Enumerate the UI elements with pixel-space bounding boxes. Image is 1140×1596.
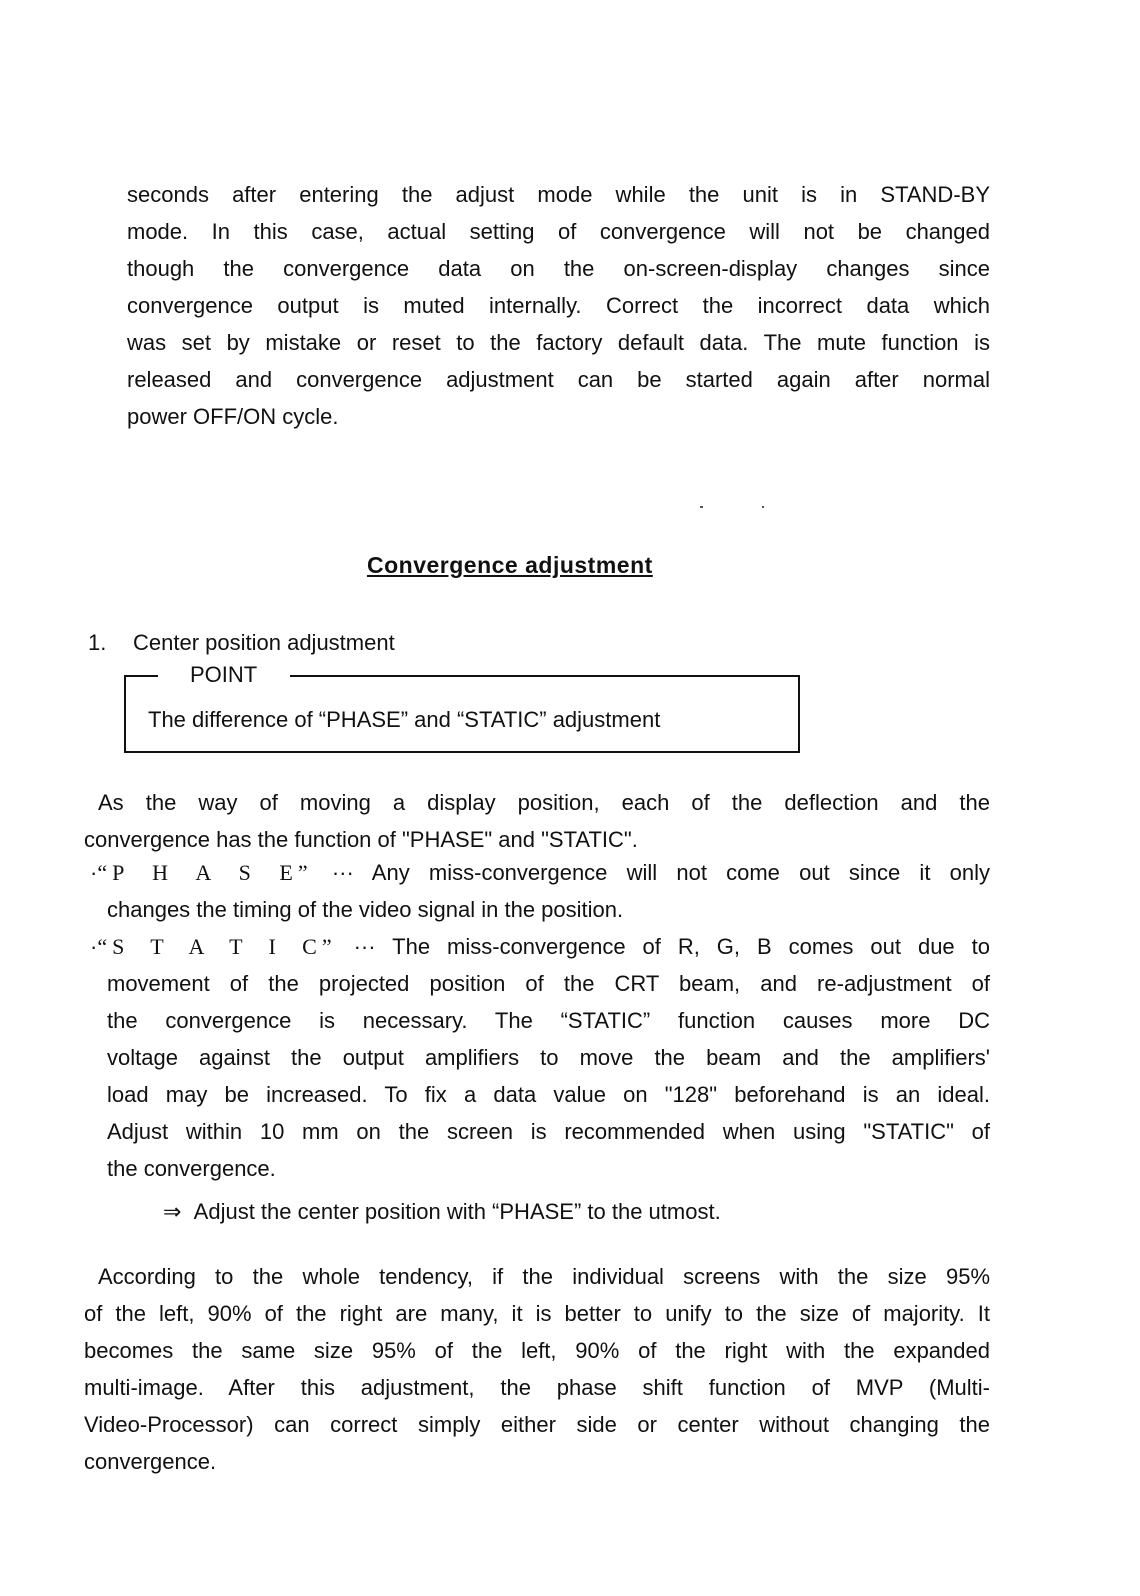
text-line: mode. In this case, actual setting of convergence will not be changed — [127, 219, 990, 244]
point-label: POINT — [190, 662, 258, 687]
bullet-term: “S T A T I C” — [97, 934, 337, 959]
text-line: Adjust within 10 mm on the screen is recommended when using "STATIC" of — [107, 1119, 990, 1144]
text-line: convergence output is muted internally. Correct the incorrect data which — [127, 293, 990, 318]
text-line: The miss-convergence of R, G, B comes out due to — [392, 934, 990, 959]
item-number: 1. — [88, 630, 107, 655]
bullet-first-line — [90, 854, 990, 891]
intro-paragraph — [127, 176, 990, 435]
bullet-term: “P H A S E” — [97, 860, 313, 885]
ellipsis: ··· — [331, 860, 354, 885]
text-line: convergence. — [84, 1449, 217, 1474]
text-line: According to the whole tendency, if the individual screens with the size 95% — [98, 1264, 990, 1289]
text-line: voltage against the output amplifiers to move the beam and the amplifiers' — [107, 1045, 990, 1070]
tendency-paragraph — [84, 1258, 990, 1480]
bullet-marker: · — [90, 934, 98, 959]
point-box — [124, 662, 800, 753]
arrow-note — [163, 1193, 721, 1230]
text-line: released and convergence adjustment can be started again after normal — [127, 367, 990, 392]
point-text: The difference of “PHASE” and “STATIC” adjustment — [148, 707, 661, 732]
item-title: Center position adjustment — [133, 630, 395, 655]
text-line: As the way of moving a display position, each of the deflection and the — [98, 790, 990, 815]
numbered-item — [88, 630, 395, 656]
text-line: the convergence. — [107, 1156, 276, 1181]
text-line: though the convergence data on the on-screen-display changes since — [127, 256, 990, 281]
scan-speck — [700, 506, 703, 508]
text-line: becomes the same size 95% of the left, 90% of the right with the expanded — [84, 1338, 990, 1363]
arrow-text: Adjust the center position with “PHASE” to the utmost. — [193, 1199, 721, 1224]
explanation-paragraph — [84, 784, 990, 858]
bullet-phase — [90, 854, 990, 928]
bullet-first-line — [90, 928, 990, 965]
bullet-static — [90, 928, 990, 1187]
ellipsis: ··· — [353, 934, 376, 959]
text-line: convergence has the function of "PHASE" and "STATIC". — [84, 827, 638, 852]
box-border — [290, 675, 800, 677]
text-line: power OFF/ON cycle. — [127, 404, 339, 429]
text-line: seconds after entering the adjust mode while the unit is in STAND-BY — [127, 182, 990, 207]
box-border — [124, 675, 158, 677]
text-line: movement of the projected position of the CRT beam, and re-adjustment of — [107, 971, 990, 996]
bullet-marker: · — [90, 860, 98, 885]
scan-speck — [762, 506, 764, 508]
text-line: the convergence is necessary. The “STATIC” function causes more DC — [107, 1008, 990, 1033]
text-line: was set by mistake or reset to the factory default data. The mute function is — [127, 330, 990, 355]
text-line: of the left, 90% of the right are many, it is better to unify to the size of majority. It — [84, 1301, 990, 1326]
text-line: multi-image. After this adjustment, the phase shift function of MVP (Multi- — [84, 1375, 990, 1400]
section-heading: Convergence adjustment — [367, 552, 653, 578]
arrow-icon: ⇒ — [163, 1199, 182, 1224]
text-line: load may be increased. To fix a data value on "128" beforehand is an ideal. — [107, 1082, 990, 1107]
text-line: changes the timing of the video signal in the position. — [107, 897, 624, 922]
text-line: Any miss-convergence will not come out since it only — [371, 860, 990, 885]
text-line: Video-Processor) can correct simply either side or center without changing the — [84, 1412, 990, 1437]
